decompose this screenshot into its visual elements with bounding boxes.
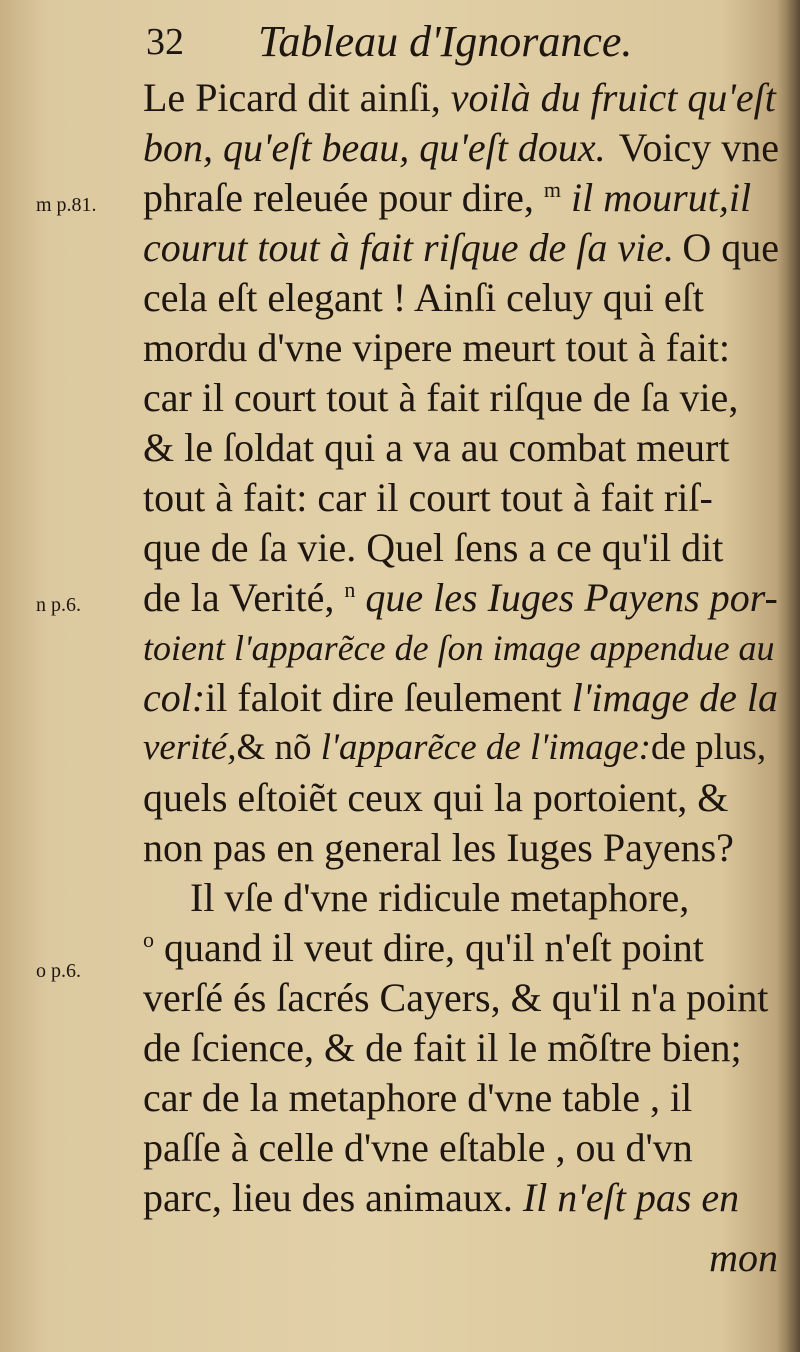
text-line: parc, lieu des animaux. Il n'eſt pas en [143,1175,740,1220]
text-line: & le ſoldat qui a va au combat meurt [143,425,730,470]
text-line: de ſcience, & de fait il le mõſtre bien; [143,1025,742,1070]
text-line: car de la metaphore d'vne table , il [143,1075,693,1120]
page-header [146,12,786,72]
margin-note: n p.6. [36,594,81,616]
text-line: Il vſe d'vne ridicule metaphore, [190,875,690,920]
text-line: verité,& nõ l'apparẽce de l'image:de plus, [143,727,767,768]
text-line: col:il faloit dire ſeulement l'image de la [143,675,779,720]
text-line: que de ſa vie. Quel ſens a ce qu'il dit [143,525,724,570]
text-line: mordu d'vne vipere meurt tout à fait: [143,325,731,370]
text-line: verſé és ſacrés Cayers, & qu'il n'a point [143,975,769,1020]
page-gutter-shadow [784,0,800,1352]
text-line: paſſe à celle d'vne eſtable , ou d'vn [143,1125,693,1170]
page-number: 32 [146,21,184,63]
text-line: toient l'apparẽce de ſon image appendue au [143,628,775,668]
running-title: Tableau d'Ignorance. [258,17,633,66]
text-line: non pas en general les Iuges Payens? [143,825,734,870]
margin-note: o p.6. [36,960,81,982]
text-line: $^o$ quand il veut dire, qu'il n'eſt point [143,925,704,970]
text-line: courut tout à fait riſque de ſa vie. O que [143,225,779,270]
text-line: car il court tout à fait riſque de ſa vie, [143,375,739,420]
text-line: tout à fait: car il court tout à fait riſ- [143,475,713,520]
text-line: bon, qu'eſt beau, qu'eſt doux. Voicy vne [143,125,779,170]
margin-note: m p.81. [36,194,97,216]
text-line: phraſe releuée pour dire, $^m$ il mourut,il [143,175,752,220]
text-line: cela eſt elegant ! Ainſi celuy qui eſt [143,275,704,320]
text-line: de la Verité, $^n$ que les Iuges Payens por- [143,575,778,620]
text-line: Le Picard dit ainſi, voilà du fruict qu'eſt [143,75,776,120]
catchword: mon [709,1235,778,1280]
text-line: quels eſtoiẽt ceux qui la portoient, & [143,775,729,820]
